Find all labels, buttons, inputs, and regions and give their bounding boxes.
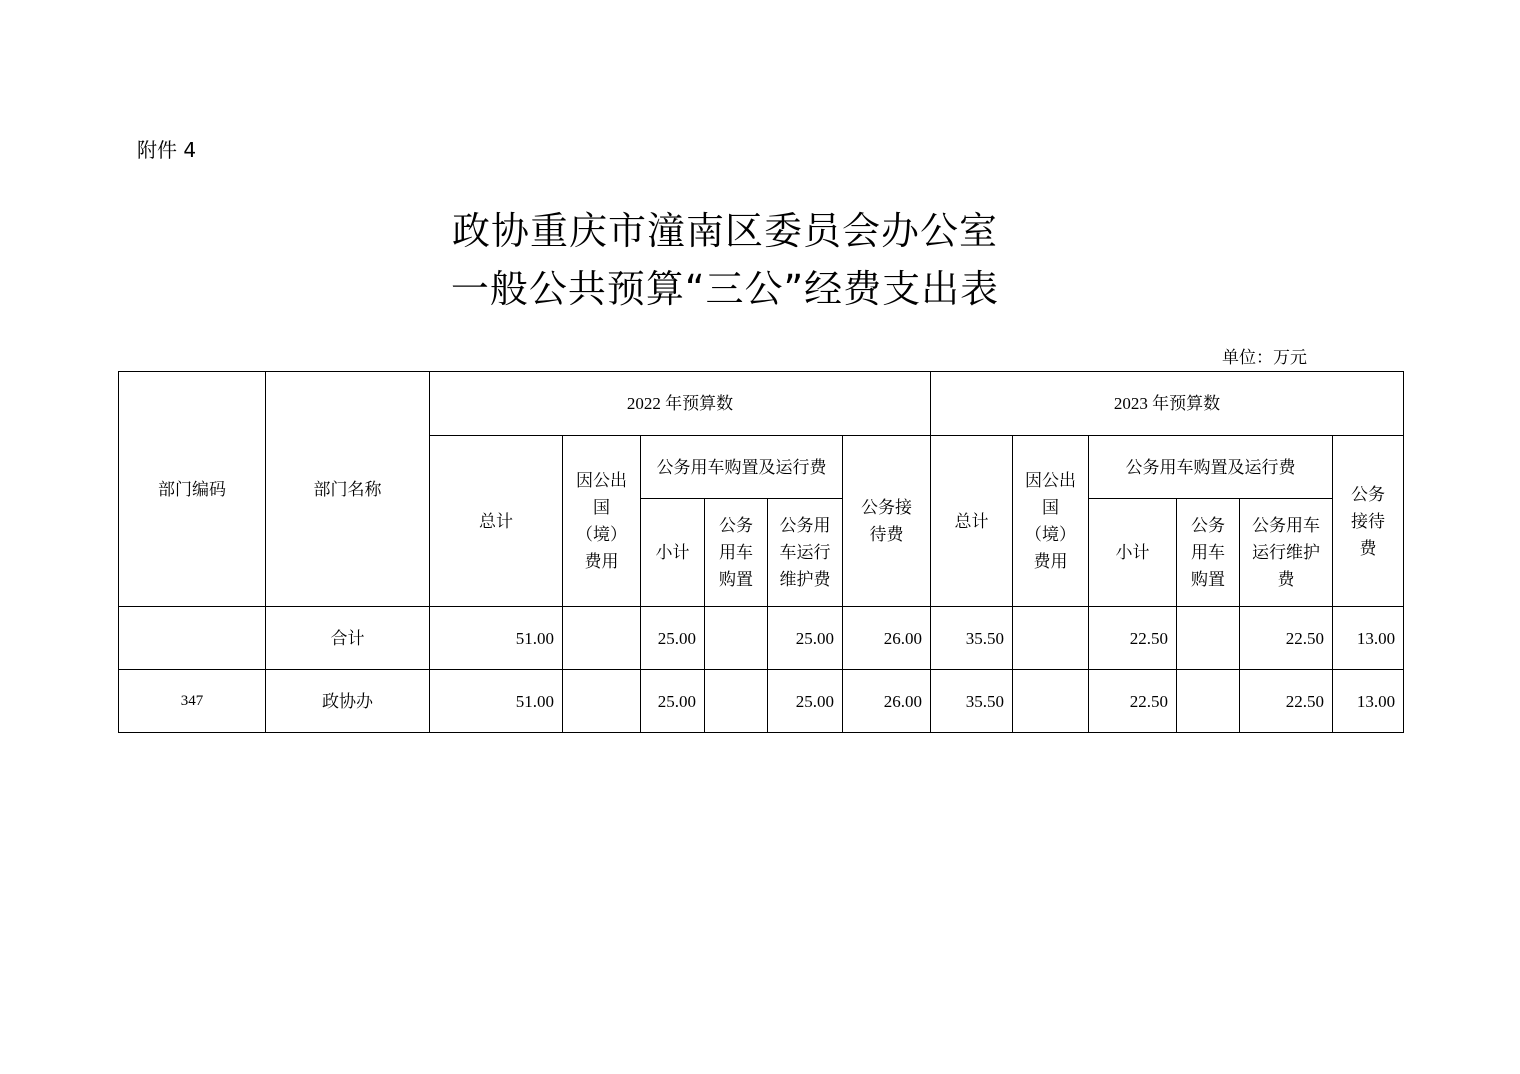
cell-subtotal-2022: 25.00 <box>641 607 705 670</box>
header-subtotal-2023: 小计 <box>1089 499 1177 607</box>
cell-dept-name: 合计 <box>266 607 430 670</box>
cell-reception-2023: 13.00 <box>1333 670 1404 733</box>
cell-total-2023: 35.50 <box>931 607 1013 670</box>
table-row <box>119 670 1404 733</box>
header-vehicle-maint-2022: 公务用车运行维护费 <box>768 499 843 607</box>
table-row <box>119 607 1404 670</box>
cell-purchase-2022 <box>705 670 768 733</box>
cell-total-2022: 51.00 <box>430 670 563 733</box>
cell-abroad-2022 <box>563 607 641 670</box>
cell-dept-name: 政协办 <box>266 670 430 733</box>
cell-maint-2022: 25.00 <box>768 607 843 670</box>
header-reception-2023: 公务接待费 <box>1333 436 1404 607</box>
header-reception-2022: 公务接待费 <box>843 436 931 607</box>
header-abroad-2022: 因公出国（境）费用 <box>563 436 641 607</box>
cell-dept-code <box>119 607 266 670</box>
cell-purchase-2023 <box>1177 607 1240 670</box>
header-year-2022: 2022 年预算数 <box>430 372 931 436</box>
header-total-2023: 总计 <box>931 436 1013 607</box>
cell-subtotal-2022: 25.00 <box>641 670 705 733</box>
cell-abroad-2023 <box>1013 670 1089 733</box>
page-subtitle: 一般公共预算“三公”经费支出表 <box>450 267 1000 311</box>
header-total-2022: 总计 <box>430 436 563 607</box>
page-title: 政协重庆市潼南区委员会办公室 <box>451 209 998 253</box>
header-abroad-2023: 因公出国（境）费用 <box>1013 436 1089 607</box>
header-vehicle-purchase-2023: 公务用车购置 <box>1177 499 1240 607</box>
cell-total-2023: 35.50 <box>931 670 1013 733</box>
cell-maint-2022: 25.00 <box>768 670 843 733</box>
attachment-label: 附件 4 <box>137 138 197 162</box>
header-dept-code: 部门编码 <box>119 372 266 607</box>
header-subtotal-2022: 小计 <box>641 499 705 607</box>
cell-subtotal-2023: 22.50 <box>1089 670 1177 733</box>
header-vehicle-maint-2023: 公务用车运行维护费 <box>1240 499 1333 607</box>
header-vehicle-group-2023: 公务用车购置及运行费 <box>1089 436 1333 499</box>
cell-purchase-2022 <box>705 607 768 670</box>
header-year-2023: 2023 年预算数 <box>931 372 1404 436</box>
cell-maint-2023: 22.50 <box>1240 670 1333 733</box>
header-vehicle-purchase-2022: 公务用车购置 <box>705 499 768 607</box>
header-vehicle-group-2022: 公务用车购置及运行费 <box>641 436 843 499</box>
cell-maint-2023: 22.50 <box>1240 607 1333 670</box>
cell-dept-code: 347 <box>119 670 266 733</box>
cell-reception-2022: 26.00 <box>843 607 931 670</box>
cell-reception-2023: 13.00 <box>1333 607 1404 670</box>
cell-reception-2022: 26.00 <box>843 670 931 733</box>
unit-label: 单位：万元 <box>1222 348 1307 368</box>
cell-subtotal-2023: 22.50 <box>1089 607 1177 670</box>
cell-abroad-2022 <box>563 670 641 733</box>
cell-purchase-2023 <box>1177 670 1240 733</box>
budget-table <box>118 371 1404 733</box>
cell-total-2022: 51.00 <box>430 607 563 670</box>
cell-abroad-2023 <box>1013 607 1089 670</box>
header-dept-name: 部门名称 <box>266 372 430 607</box>
